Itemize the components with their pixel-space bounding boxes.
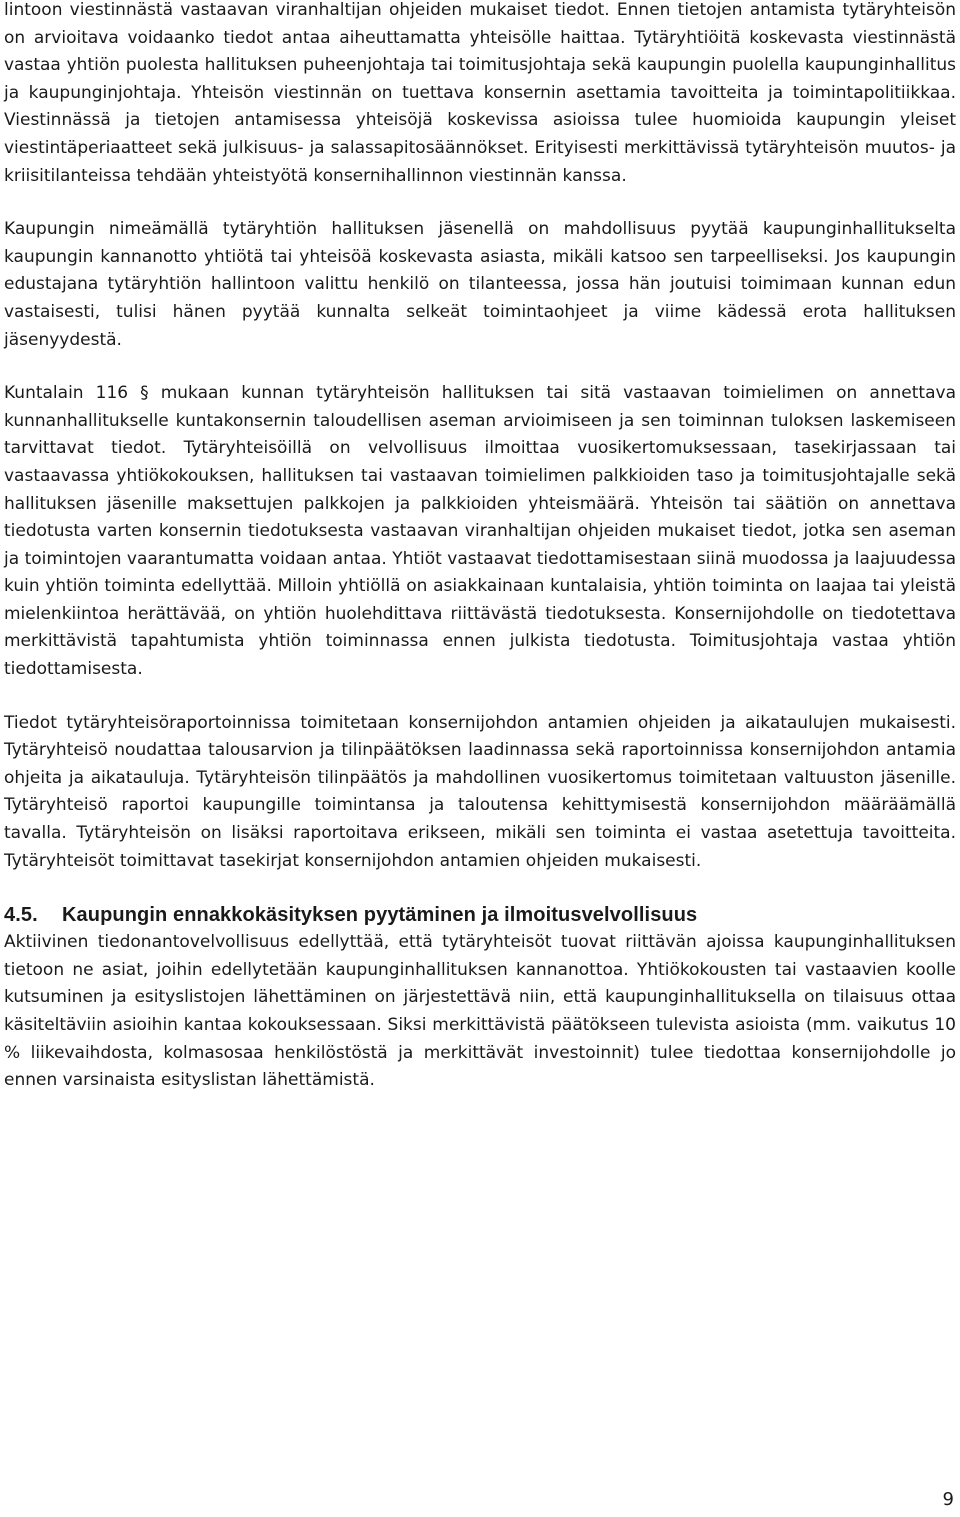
paragraph-subsidiary-reporting: Tiedot tytäryhteisöraportoinnissa toimitetaan konsernijohdon antamien ohjeiden ja aikataulujen mukaisesti. Tytäryhteisö noudattaa talousarvion ja tilinpäätöksen laadinnassa sekä raportoinnissa konsernijohdon antamia ohjeita ja aikatauluja. Tytäryhteisön tilinpäätös ja mahdollinen vuosikertomus toimitetaan valtuuston jäsenille. Tytäryhteisö raportoi kaupungille toimintansa ja taloutensa kehittymisestä konsernijohdon määräämällä tavalla. Tytäryhteisön on lisäksi raportoitava erikseen, mikäli sen toiminta ei vastaa asetettuja tavoitteita. Tytäryhteisöt toimittavat tasekirjat konsernijohdon antamien ohjeiden mukaisesti.: [4, 712, 956, 871]
paragraph-municipal-act-116: Kuntalain 116 § mukaan kunnan tytäryhteisön hallituksen tai sitä vastaavan toimielimen on annettava kunnanhallitukselle kuntakonsernin taloudellisen aseman arvioimiseen ja sen toiminnan tuloksen laskemiseen tarvittavat tiedot. Tytäryhteisöillä on velvollisuus ilmoittaa vuosikertomuksessaan, tasekirjassaan tai vastaavassa yhtiökokouksen, hallituksen tai vastaavan toimielimen palkkioiden taso ja toimitusjohtajalle sekä hallituksen jäsenille maksettujen palkkojen ja palkkioiden yhteismäärä. Yhteisön tai säätiön on annettava tiedotusta varten konsernin tiedotuksesta vastaavan viranhaltijan ohjeiden mukaiset tiedot, jotka sen aseman ja toimintojen vaarantumatta voidaan antaa. Yhtiöt vastaavat tiedottamisestaan siinä muodossa ja laajuudessa kuin yhtiön toiminta edellyttää. Milloin yhtiöllä on asiakkainaan kuntalaisia, yhtiön toiminta on laajaa tai yleistä mielenkiintoa herättävää, on yhtiön huolehdittava riittävästä tiedotuksesta. Konsernijohdolle on tiedotettava merkittävistä tapahtumista yhtiön toiminnassa ennen julkista tiedotusta. Toimitusjohtaja vastaa yhtiön tiedottamisesta.: [4, 383, 956, 680]
section-title: Kaupungin ennakkokäsityksen pyytäminen ja ilmoitusvelvollisuus: [62, 904, 698, 927]
section-heading: [4, 901, 956, 929]
paragraph-board-member-opinion: Kaupungin nimeämällä tytäryhtiön hallituksen jäsenellä on mahdollisuus pyytää kaupunginhallitukselta kaupungin kannanotto yhtiötä tai yhteisöä koskevasta asiasta, mikäli katsoo sen tarpeelliseksi. Jos kaupungin edustajana tytäryhtiön hallintoon valittu henkilö on tilanteessa, jossa hän joutuisi toimimaan kunnan edun vastaisesti, tulisi hänen pyytää kunnalta selkeät toimintaohjeet ja viime kädessä erota hallituksen jäsenyydestä.: [4, 219, 956, 350]
paragraph-communication: lintoon viestinnästä vastaavan viranhaltijan ohjeiden mukaiset tiedot. Ennen tietojen antamista tytäryhteisön on arvioitava voidaanko tiedot antaa aiheuttamatta yhteisölle haittaa. Tytäryhtiöitä koskevasta viestinnästä vastaa yhtiön puolesta hallituksen puheenjohtaja tai toimitusjohtaja sekä kaupungin puolella kaupunginhallitus ja kaupunginjohtaja. Yhteisön viestinnän on tuettava konsernin asettamia tavoitteita ja toimintapolitiikkaa. Viestinnässä ja tietojen antamisessa yhteisöjä koskevissa asioissa tulee huomioida kaupungin yleiset viestintäperiaatteet sekä julkisuus- ja salassapitosäännökset. Erityisesti merkittävissä tytäryhteisön muutos- ja kriisitilanteissa tehdään yhteistyötä konsernihallinnon viestinnän kanssa.: [4, 0, 956, 186]
document-page: [4, 0, 956, 1121]
paragraph-section-body: Aktiivinen tiedonantovelvollisuus edellyttää, että tytäryhteisöt tuovat riittävän ajoissa kaupunginhallituksen tietoon ne asiat, joihin edellytetään kaupunginhallituksen kannanottoa. Yhtiökokousten tai vastaavien koolle kutsuminen ja esityslistojen lähettäminen on järjestettävä niin, että kaupunginhallituksella on tilaisuus ottaa käsiteltäviin asioihin kantaa kokouksessaan. Siksi merkittävistä päätökseen tulevista asioista (mm. vaikutus 10 % liikevaihdosta, kolmasosaa henkilöstöstä ja merkittävät investoinnit) tulee tiedottaa konsernijohdolle jo ennen varsinaista esityslistan lähettämistä.: [4, 932, 956, 1091]
page-number: 9: [942, 1489, 954, 1510]
section-number: 4.5.: [4, 904, 38, 927]
